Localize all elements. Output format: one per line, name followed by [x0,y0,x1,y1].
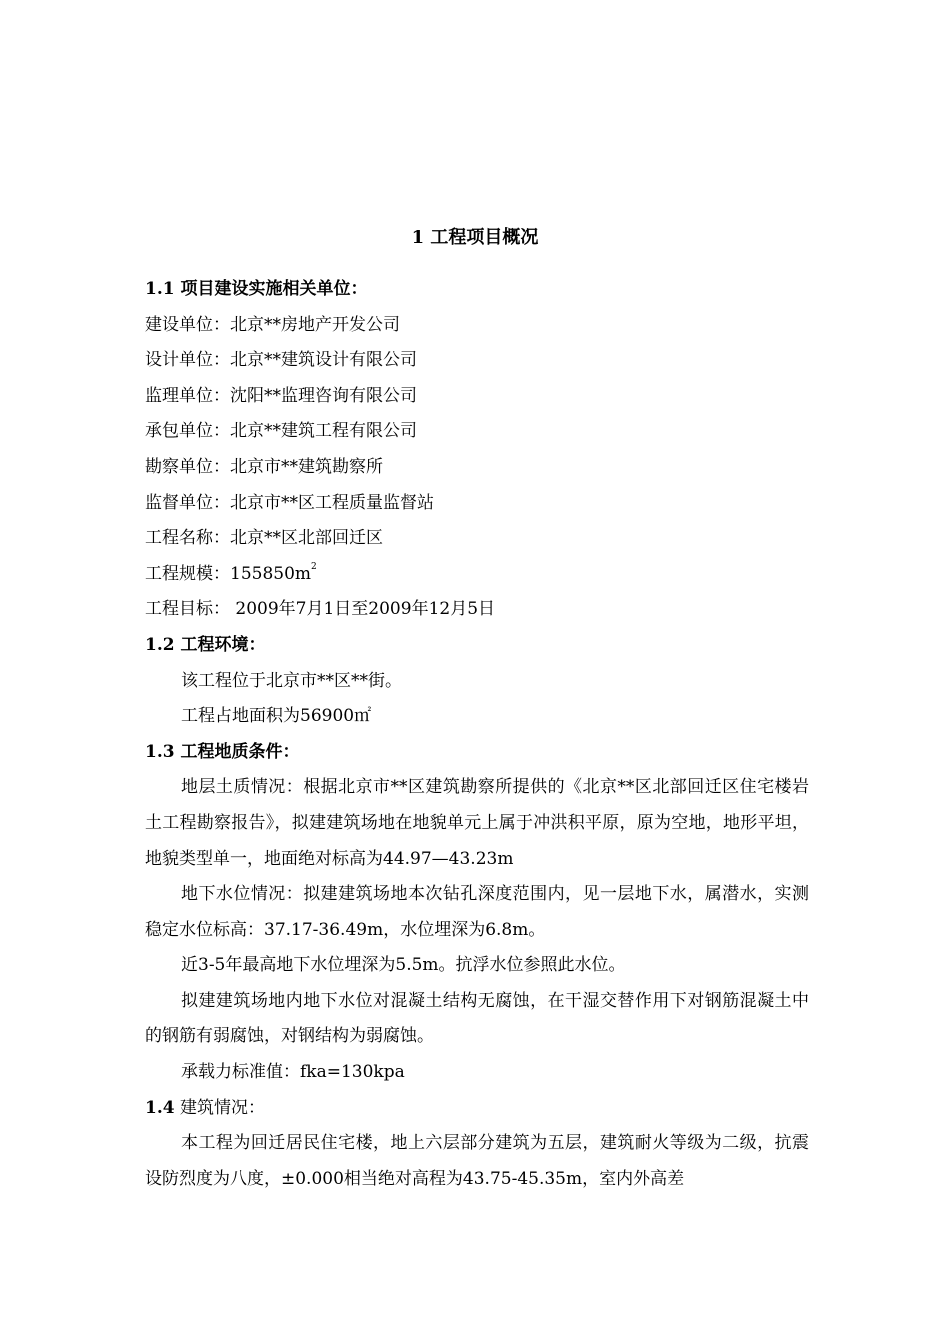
section-heading-1-4 [145,1091,809,1127]
document-body [145,272,809,1197]
section-heading-1-1: 1.1 项目建设实施相关单位： [145,279,368,299]
info-line-project-target: 工程目标： 2009年7月1日至2009年12月5日 [145,599,496,620]
section-heading-1-2: 1.2 工程环境： [145,634,266,655]
project-scale-text: 工程规模：155850m [145,563,312,584]
section-heading-1-4-text: 建筑情况： [174,1097,265,1118]
info-line-project-name: 工程名称：北京**区北部回迁区 [145,528,383,549]
geology-paragraph-soil: 地层土质情况：根据北京市**区建筑勘察所提供的《北京**区北部回迁区住宅楼岩土工程勘察报告》，拟建建筑场地在地貌单元上属于冲洪积平原，原为空地，地形平坦，地貌类型单一，地面绝对标高为44.97—43.23m [145,777,809,869]
geology-paragraph-max-water-level: 近3-5年最高地下水位埋深为5.5m。抗浮水位参照此水位。 [181,955,626,976]
info-line-supervision-unit: 监理单位：沈阳**监理咨询有限公司 [145,385,417,406]
building-paragraph: 本工程为回迁居民住宅楼，地上六层部分建筑为五层，建筑耐火等级为二级，抗震设防烈度为八度，±0.000相当绝对高程为43.75-45.35m，室内外高差 [145,1133,809,1189]
geology-paragraph-bearing-capacity: 承载力标准值：fka=130kpa [181,1062,405,1083]
info-line-contractor-unit: 承包单位：北京**建筑工程有限公司 [145,421,417,442]
info-line-project-scale [145,557,809,593]
geology-paragraph-corrosion: 拟建建筑场地内地下水位对混凝土结构无腐蚀，在干湿交替作用下对钢筋混凝土中的钢筋有弱腐蚀，对钢结构为弱腐蚀。 [145,990,809,1047]
geology-paragraph-groundwater: 地下水位情况：拟建建筑场地本次钻孔深度范围内，见一层地下水，属潜水，实测稳定水位标高：37.17-36.49m，水位埋深为6.8m。 [145,884,809,940]
project-scale-superscript: 2 [311,561,317,572]
environment-line-area: 工程占地面积为56900㎡ [181,706,372,727]
info-line-inspection-unit: 监督单位：北京市**区工程质量监督站 [145,492,434,513]
info-line-design-unit: 设计单位：北京**建筑设计有限公司 [145,350,417,371]
info-line-construction-unit: 建设单位：北京**房地产开发公司 [145,314,400,335]
section-heading-1-4-number: 1.4 [145,1097,175,1118]
section-heading-1-3: 1.3 工程地质条件： [145,741,300,762]
info-line-survey-unit: 勘察单位：北京市**建筑勘察所 [145,456,383,477]
document-title: 1 工程项目概况 [411,227,539,248]
environment-line-location: 该工程位于北京市**区**街。 [181,670,402,691]
